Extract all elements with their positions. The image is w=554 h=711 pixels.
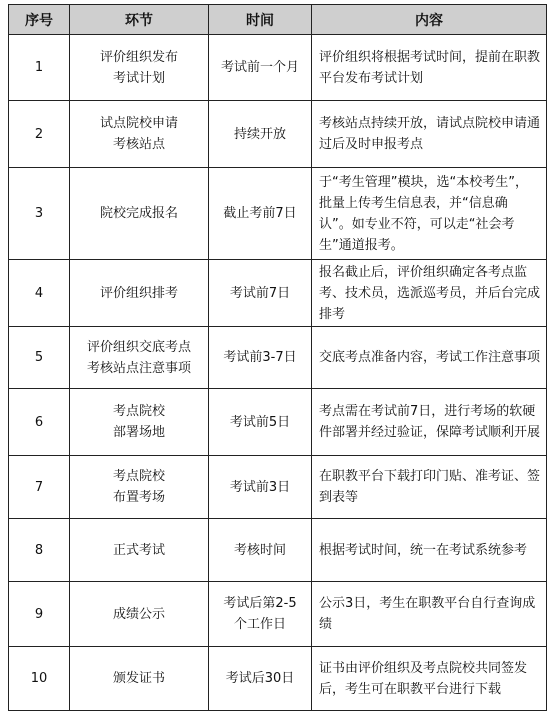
cell-step: 院校完成报名 (70, 168, 209, 260)
header-no: 序号 (9, 5, 70, 35)
table-row (9, 456, 547, 519)
cell-time: 考试前3-7日 (209, 327, 312, 389)
table-row (9, 389, 547, 456)
cell-content: 评价组织将根据考试时间，提前在职教平台发布考试计划 (312, 35, 547, 101)
cell-step: 试点院校申请 考核站点 (70, 101, 209, 168)
table-row (9, 35, 547, 101)
cell-step: 颁发证书 (70, 647, 209, 711)
cell-no: 6 (9, 389, 70, 456)
table-row (9, 260, 547, 327)
cell-no: 4 (9, 260, 70, 327)
cell-content: 证书由评价组织及考点院校共同签发后，考生可在职教平台进行下载 (312, 647, 547, 711)
cell-step: 正式考试 (70, 519, 209, 582)
cell-no: 7 (9, 456, 70, 519)
header-content: 内容 (312, 5, 547, 35)
cell-content: 交底考点准备内容，考试工作注意事项 (312, 327, 547, 389)
cell-no: 3 (9, 168, 70, 260)
cell-time: 考核时间 (209, 519, 312, 582)
cell-time: 考试前一个月 (209, 35, 312, 101)
cell-time: 考试前5日 (209, 389, 312, 456)
cell-content: 考点需在考试前7日，进行考场的软硬件部署并经过验证，保障考试顺利开展 (312, 389, 547, 456)
table-row (9, 519, 547, 582)
header-step: 环节 (70, 5, 209, 35)
cell-no: 10 (9, 647, 70, 711)
cell-step: 评价组织排考 (70, 260, 209, 327)
cell-content: 在职教平台下载打印门贴、准考证、签到表等 (312, 456, 547, 519)
cell-content: 根据考试时间，统一在考试系统参考 (312, 519, 547, 582)
cell-content: 考核站点持续开放，请试点院校申请通过后及时申报考点 (312, 101, 547, 168)
table-row (9, 327, 547, 389)
cell-time: 考试前3日 (209, 456, 312, 519)
cell-no: 1 (9, 35, 70, 101)
cell-step: 评价组织发布 考试计划 (70, 35, 209, 101)
table-row (9, 101, 547, 168)
header-row (9, 5, 547, 35)
cell-step: 考点院校 布置考场 (70, 456, 209, 519)
schedule-table (8, 4, 547, 711)
cell-content: 报名截止后，评价组织确定各考点监考、技术员，选派巡考员，并后台完成排考 (312, 260, 547, 327)
header-time: 时间 (209, 5, 312, 35)
cell-step: 成绩公示 (70, 582, 209, 647)
cell-time: 持续开放 (209, 101, 312, 168)
cell-step: 评价组织交底考点 考核站点注意事项 (70, 327, 209, 389)
table-row (9, 582, 547, 647)
table-row (9, 168, 547, 260)
cell-time: 截止考前7日 (209, 168, 312, 260)
cell-step: 考点院校 部署场地 (70, 389, 209, 456)
table-row (9, 647, 547, 711)
cell-time: 考试后30日 (209, 647, 312, 711)
cell-no: 9 (9, 582, 70, 647)
cell-time: 考试前7日 (209, 260, 312, 327)
cell-no: 8 (9, 519, 70, 582)
cell-content: 于“考生管理”模块，选“本校考生”，批量上传考生信息表，并“信息确认”。如专业不符，可以走“社会考生”通道报考。 (312, 168, 547, 260)
cell-time: 考试后第2-5 个工作日 (209, 582, 312, 647)
cell-no: 5 (9, 327, 70, 389)
cell-no: 2 (9, 101, 70, 168)
cell-content: 公示3日，考生在职教平台自行查询成绩 (312, 582, 547, 647)
